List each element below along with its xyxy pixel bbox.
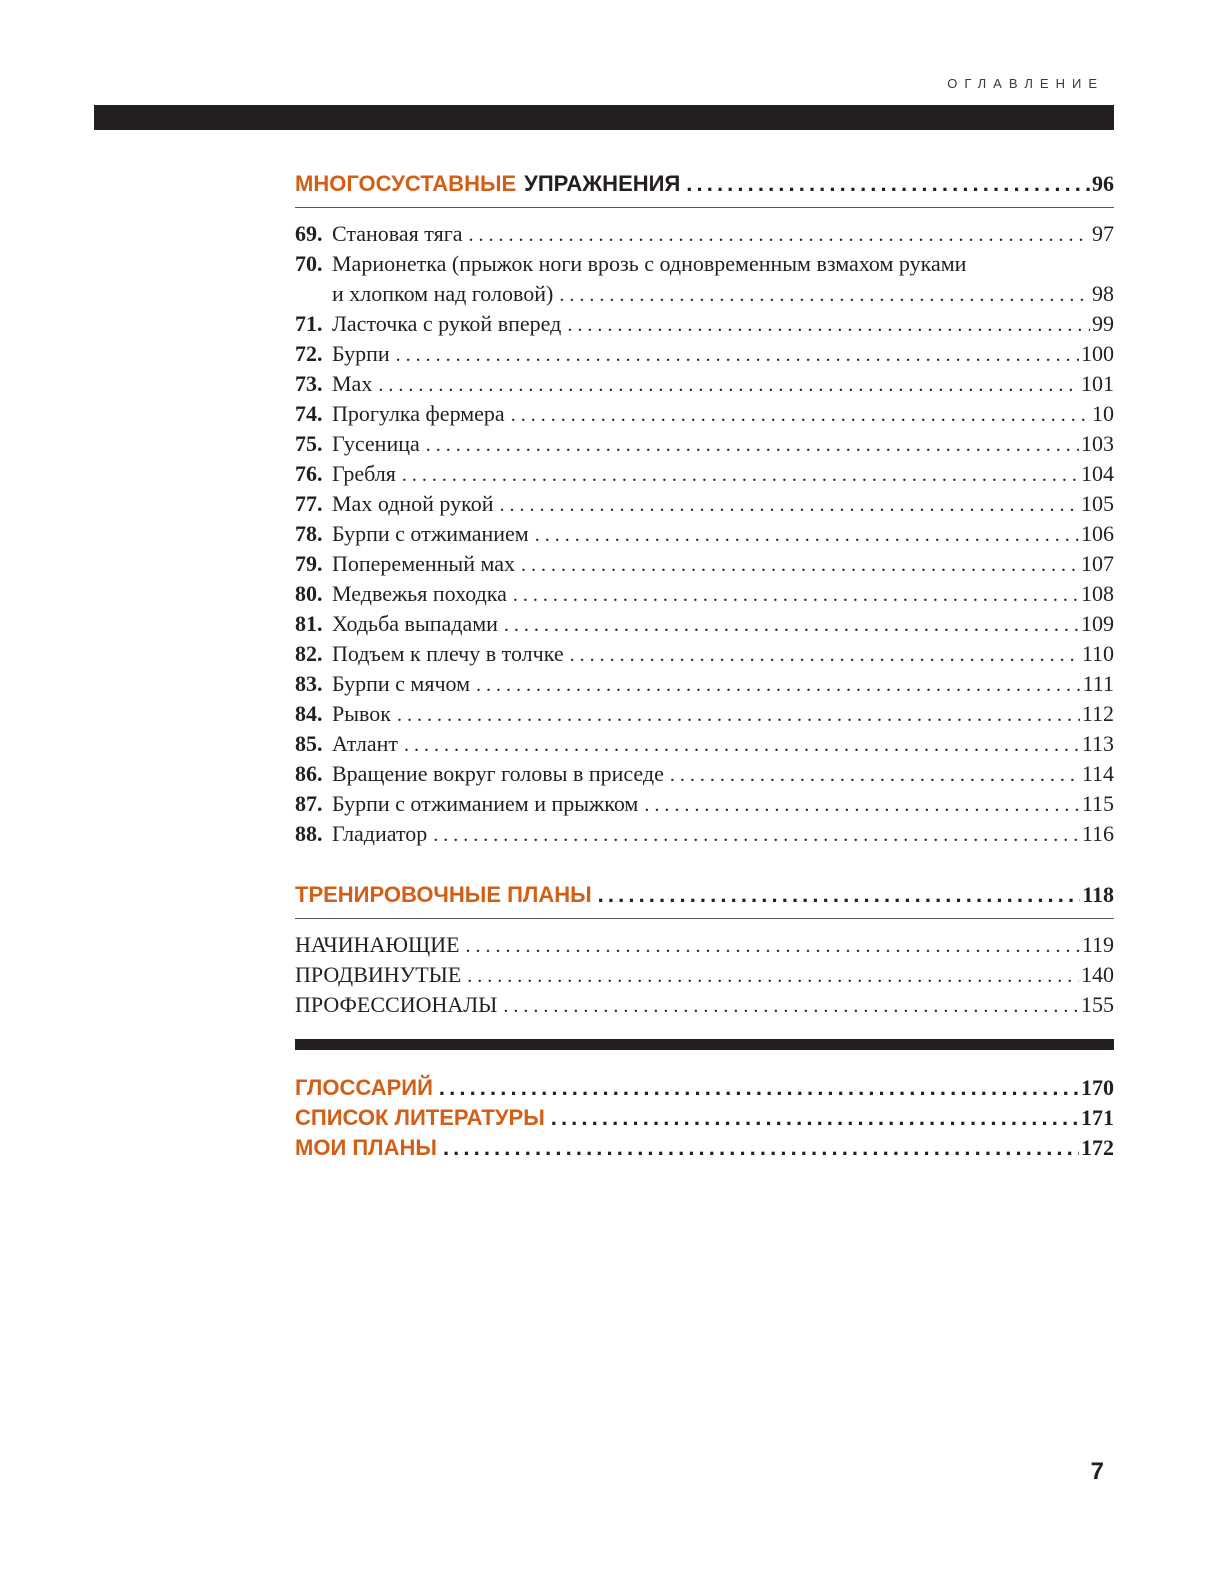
- entry-title: Ходьба выпадами: [332, 611, 498, 636]
- entry-page: 10: [1092, 401, 1114, 426]
- entry-title: Бурпи с отжиманием и прыжком: [332, 791, 639, 816]
- entry-title: Атлант: [332, 731, 398, 756]
- entry-title: Бурпи с мячом: [332, 671, 471, 696]
- leader-dots: [402, 460, 1079, 490]
- entry-page: 119: [1081, 932, 1114, 957]
- toc-entry[interactable]: [295, 609, 1114, 639]
- entry-page: 155: [1081, 992, 1114, 1017]
- entry-title: ПРОФЕССИОНАЛЫ: [295, 992, 498, 1017]
- entry-page: 103: [1081, 431, 1114, 456]
- section-title-black: УПРАЖНЕНИЯ: [524, 171, 681, 196]
- toc-entry[interactable]: [295, 990, 1114, 1020]
- entry-number: 76.: [295, 461, 323, 486]
- entry-page: 97: [1092, 221, 1114, 246]
- toc-entry[interactable]: [295, 699, 1114, 729]
- entry-number: 70.: [295, 251, 323, 276]
- entry-page: 104: [1081, 461, 1114, 486]
- leader-dots: [396, 340, 1079, 370]
- entry-title: Бурпи: [332, 341, 390, 366]
- toc-entry[interactable]: [295, 789, 1114, 819]
- leader-dots: [511, 400, 1090, 430]
- entry-number: 73.: [295, 371, 323, 396]
- toc-entry[interactable]: [295, 930, 1114, 960]
- entry-number: 74.: [295, 401, 323, 426]
- toc-entry[interactable]: [295, 759, 1114, 789]
- entry-number: 87.: [295, 791, 323, 816]
- toc-entry[interactable]: [295, 519, 1114, 549]
- entry-page: 99: [1092, 311, 1114, 336]
- leader-dots: [404, 730, 1080, 760]
- leader-dots: [466, 931, 1080, 961]
- entry-page: 106: [1081, 521, 1114, 546]
- entry-number: 79.: [295, 551, 323, 576]
- back-matter-entry[interactable]: [295, 1073, 1114, 1103]
- entry-title: СПИСОК ЛИТЕРАТУРЫ: [295, 1105, 545, 1130]
- toc-entry[interactable]: [295, 309, 1114, 339]
- section-rule: [295, 918, 1114, 919]
- entry-title: МОИ ПЛАНЫ: [295, 1135, 437, 1160]
- entry-page: 170: [1081, 1075, 1114, 1100]
- entry-page: 109: [1081, 611, 1114, 636]
- entry-page: 101: [1081, 371, 1114, 396]
- leader-dots: [559, 280, 1090, 310]
- leader-dots: [513, 580, 1079, 610]
- entry-title: Мах: [332, 371, 373, 396]
- entry-title: Бурпи с отжиманием: [332, 521, 529, 546]
- leader-dots: [598, 881, 1081, 909]
- entry-title-line2: и хлопком над головой): [332, 281, 554, 306]
- entry-page: 100: [1081, 341, 1114, 366]
- toc-entry[interactable]: [295, 579, 1114, 609]
- leader-dots: [378, 370, 1079, 400]
- leader-dots: [570, 640, 1080, 670]
- entry-title: ПРОДВИНУТЫЕ: [295, 962, 462, 987]
- entry-number: 88.: [295, 821, 323, 846]
- entry-number: 71.: [295, 311, 323, 336]
- entry-title: Ласточка с рукой вперед: [332, 311, 562, 336]
- entry-title: Прогулка фермера: [332, 401, 505, 426]
- entry-page: 172: [1081, 1135, 1114, 1160]
- section-page: 96: [1092, 171, 1114, 196]
- entry-title: Рывок: [332, 701, 391, 726]
- leader-dots: [644, 790, 1079, 820]
- entry-title: Гребля: [332, 461, 396, 486]
- entry-number: 86.: [295, 761, 323, 786]
- leader-dots: [670, 760, 1080, 790]
- toc-entry[interactable]: [295, 249, 1114, 309]
- leader-dots: [469, 220, 1090, 250]
- toc-entry[interactable]: [295, 669, 1114, 699]
- section-title: ТРЕНИРОВОЧНЫЕ ПЛАНЫ: [295, 882, 592, 907]
- entry-number: 75.: [295, 431, 323, 456]
- entry-page: 111: [1082, 671, 1114, 696]
- entry-title: Гусеница: [332, 431, 420, 456]
- leader-dots: [443, 1133, 1079, 1163]
- leader-dots: [426, 430, 1079, 460]
- entry-number: 83.: [295, 671, 323, 696]
- toc-entry[interactable]: [295, 549, 1114, 579]
- divider-bar: [295, 1039, 1114, 1050]
- section-heading-compound[interactable]: [295, 170, 1114, 198]
- leader-dots: [535, 520, 1079, 550]
- leader-dots: [686, 170, 1090, 198]
- section-page: 118: [1082, 882, 1114, 907]
- toc-entry[interactable]: [295, 369, 1114, 399]
- entry-title: Становая тяга: [332, 221, 463, 246]
- toc-entry[interactable]: [295, 639, 1114, 669]
- toc-entry[interactable]: [295, 429, 1114, 459]
- entry-page: 171: [1081, 1105, 1114, 1130]
- entry-title: Вращение вокруг головы в приседе: [332, 761, 664, 786]
- entry-title-line1: Марионетка (прыжок ноги врозь с одновременным взмахом руками: [332, 251, 967, 276]
- leader-dots: [433, 820, 1080, 850]
- entry-page: 112: [1081, 701, 1114, 726]
- leader-dots: [500, 490, 1080, 520]
- toc-entry[interactable]: [295, 399, 1114, 429]
- leader-dots: [503, 991, 1079, 1021]
- running-head: ОГЛАВЛЕНИЕ: [947, 76, 1104, 91]
- table-of-contents: [295, 170, 1114, 1163]
- entry-page: 115: [1081, 791, 1114, 816]
- entry-number: 72.: [295, 341, 323, 366]
- back-matter-entry[interactable]: [295, 1103, 1114, 1133]
- entry-number: 82.: [295, 641, 323, 666]
- leader-dots: [567, 310, 1090, 340]
- entry-page: 105: [1081, 491, 1114, 516]
- entry-page: 116: [1081, 821, 1114, 846]
- entry-title: НАЧИНАЮЩИЕ: [295, 932, 460, 957]
- back-matter-entry[interactable]: [295, 1133, 1114, 1163]
- toc-entry[interactable]: [295, 729, 1114, 759]
- entry-number: 78.: [295, 521, 323, 546]
- toc-entry[interactable]: [295, 960, 1114, 990]
- leader-dots: [397, 700, 1080, 730]
- leader-dots: [504, 610, 1079, 640]
- toc-entry[interactable]: [295, 819, 1114, 849]
- page-number: 7: [1090, 1458, 1104, 1485]
- entry-page: 98: [1092, 281, 1114, 306]
- leader-dots: [476, 670, 1081, 700]
- leader-dots: [521, 550, 1079, 580]
- entry-title: ГЛОССАРИЙ: [295, 1075, 433, 1100]
- toc-entry[interactable]: [295, 459, 1114, 489]
- entry-title: Мах одной рукой: [332, 491, 494, 516]
- toc-entry[interactable]: [295, 219, 1114, 249]
- entry-number: 80.: [295, 581, 323, 606]
- header-bar: [94, 105, 1114, 130]
- entry-page: 113: [1081, 731, 1114, 756]
- entry-number: 69.: [295, 221, 323, 246]
- toc-entry[interactable]: [295, 339, 1114, 369]
- entry-page: 140: [1081, 962, 1114, 987]
- entry-page: 107: [1081, 551, 1114, 576]
- entry-title: Попеременный мах: [332, 551, 516, 576]
- entry-number: 84.: [295, 701, 323, 726]
- toc-entry[interactable]: [295, 489, 1114, 519]
- section-rule: [295, 207, 1114, 208]
- section-heading-plans[interactable]: [295, 881, 1114, 909]
- leader-dots: [467, 961, 1079, 991]
- entry-page: 108: [1081, 581, 1114, 606]
- leader-dots: [551, 1103, 1079, 1133]
- entry-page: 110: [1081, 641, 1114, 666]
- entry-number: 85.: [295, 731, 323, 756]
- entry-title: Медвежья походка: [332, 581, 507, 606]
- section-title-orange: МНОГОСУСТАВНЫЕ: [295, 171, 517, 196]
- entry-title: Гладиатор: [332, 821, 428, 846]
- entry-number: 81.: [295, 611, 323, 636]
- entry-number: 77.: [295, 491, 323, 516]
- entry-page: 114: [1081, 761, 1114, 786]
- leader-dots: [439, 1073, 1079, 1103]
- entry-title: Подъем к плечу в толчке: [332, 641, 564, 666]
